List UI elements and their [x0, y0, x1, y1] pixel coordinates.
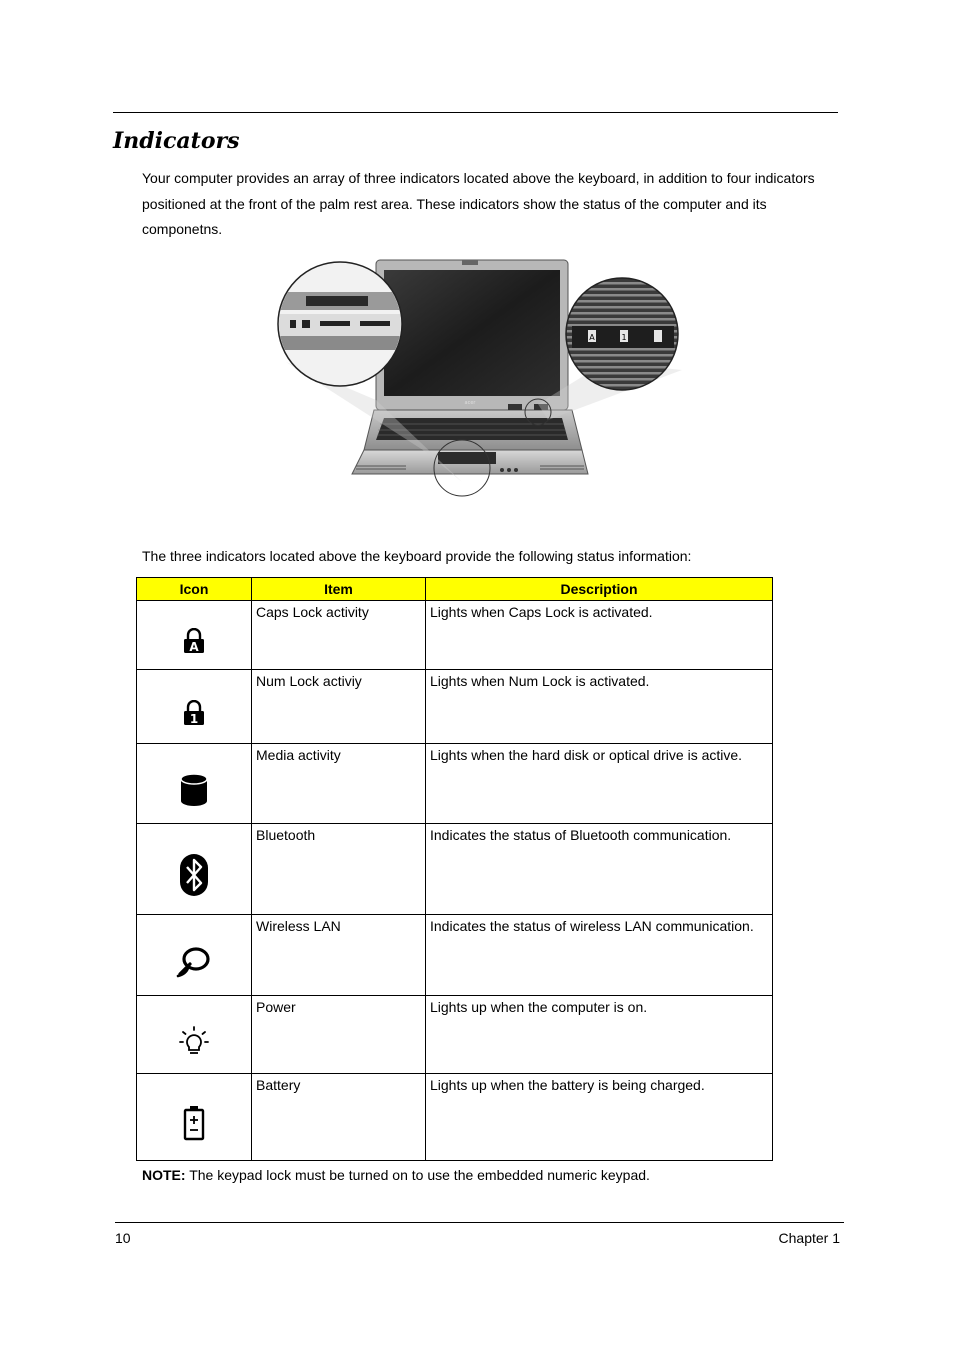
callout-num-letter: 1 [621, 333, 627, 342]
icon-cell [137, 824, 252, 915]
page-title: Indicators [113, 128, 240, 154]
item-cell: Battery [252, 1074, 426, 1161]
description-cell: Lights when Num Lock is activated. [426, 670, 773, 744]
description-cell: Lights up when the battery is being charged. [426, 1074, 773, 1161]
description-cell: Lights when Caps Lock is activated. [426, 601, 773, 670]
callout-caps-letter: A [589, 333, 595, 342]
table-row [137, 915, 773, 996]
header-icon: Icon [137, 578, 252, 601]
icon-cell [137, 915, 252, 996]
table-row [137, 744, 773, 824]
description-cell: Lights when the hard disk or optical drive is active. [426, 744, 773, 824]
caps-lock-icon [183, 628, 205, 654]
wireless-lan-icon [176, 944, 212, 978]
icon-cell [137, 1074, 252, 1161]
item-cell: Media activity [252, 744, 426, 824]
item-cell: Caps Lock activity [252, 601, 426, 670]
description-cell: Indicates the status of wireless LAN communication. [426, 915, 773, 996]
table-row [137, 1074, 773, 1161]
icon-cell [137, 996, 252, 1074]
header-rule [113, 112, 838, 113]
svg-text:1: 1 [189, 711, 199, 726]
note-text [142, 1167, 650, 1183]
table-row [137, 670, 773, 744]
icon-cell [137, 601, 252, 670]
icon-cell [137, 670, 252, 744]
header-description: Description [426, 578, 773, 601]
item-cell: Power [252, 996, 426, 1074]
svg-text:A: A [189, 640, 199, 654]
header-item: Item [252, 578, 426, 601]
item-cell: Bluetooth [252, 824, 426, 915]
bluetooth-icon [179, 853, 209, 897]
note-body: The keypad lock must be turned on to use the embedded numeric keypad. [185, 1167, 650, 1183]
icon-cell [137, 744, 252, 824]
note-label: NOTE: [142, 1167, 186, 1183]
description-cell: Indicates the status of Bluetooth communication. [426, 824, 773, 915]
footer-rule [115, 1222, 844, 1223]
indicators-table [136, 577, 773, 1161]
table-lead-text: The three indicators located above the keyboard provide the following status information: [142, 548, 692, 564]
description-cell: Lights up when the computer is on. [426, 996, 773, 1074]
table-row [137, 824, 773, 915]
power-icon [179, 1025, 209, 1057]
laptop-base [352, 450, 588, 474]
laptop-indicators-figure [276, 252, 686, 504]
intro-paragraph: Your computer provides an array of three indicators located above the keyboard, in addition to four indicators positioned at the front of the palm rest area. These indicators show the status of the computer and its componetns. [142, 170, 815, 237]
laptop-lid [376, 260, 568, 410]
item-cell: Wireless LAN [252, 915, 426, 996]
chapter-label: Chapter 1 [778, 1230, 840, 1246]
table-row [137, 996, 773, 1074]
laptop-logo: acer [464, 400, 476, 406]
table-row [137, 601, 773, 670]
battery-icon [183, 1105, 205, 1141]
page-number: 10 [115, 1230, 131, 1246]
item-cell: Num Lock activiy [252, 670, 426, 744]
table-header-row [137, 578, 773, 601]
num-lock-icon [183, 700, 205, 726]
keyboard-indicators-magnified-callout [566, 278, 678, 390]
media-activity-icon [179, 773, 209, 807]
